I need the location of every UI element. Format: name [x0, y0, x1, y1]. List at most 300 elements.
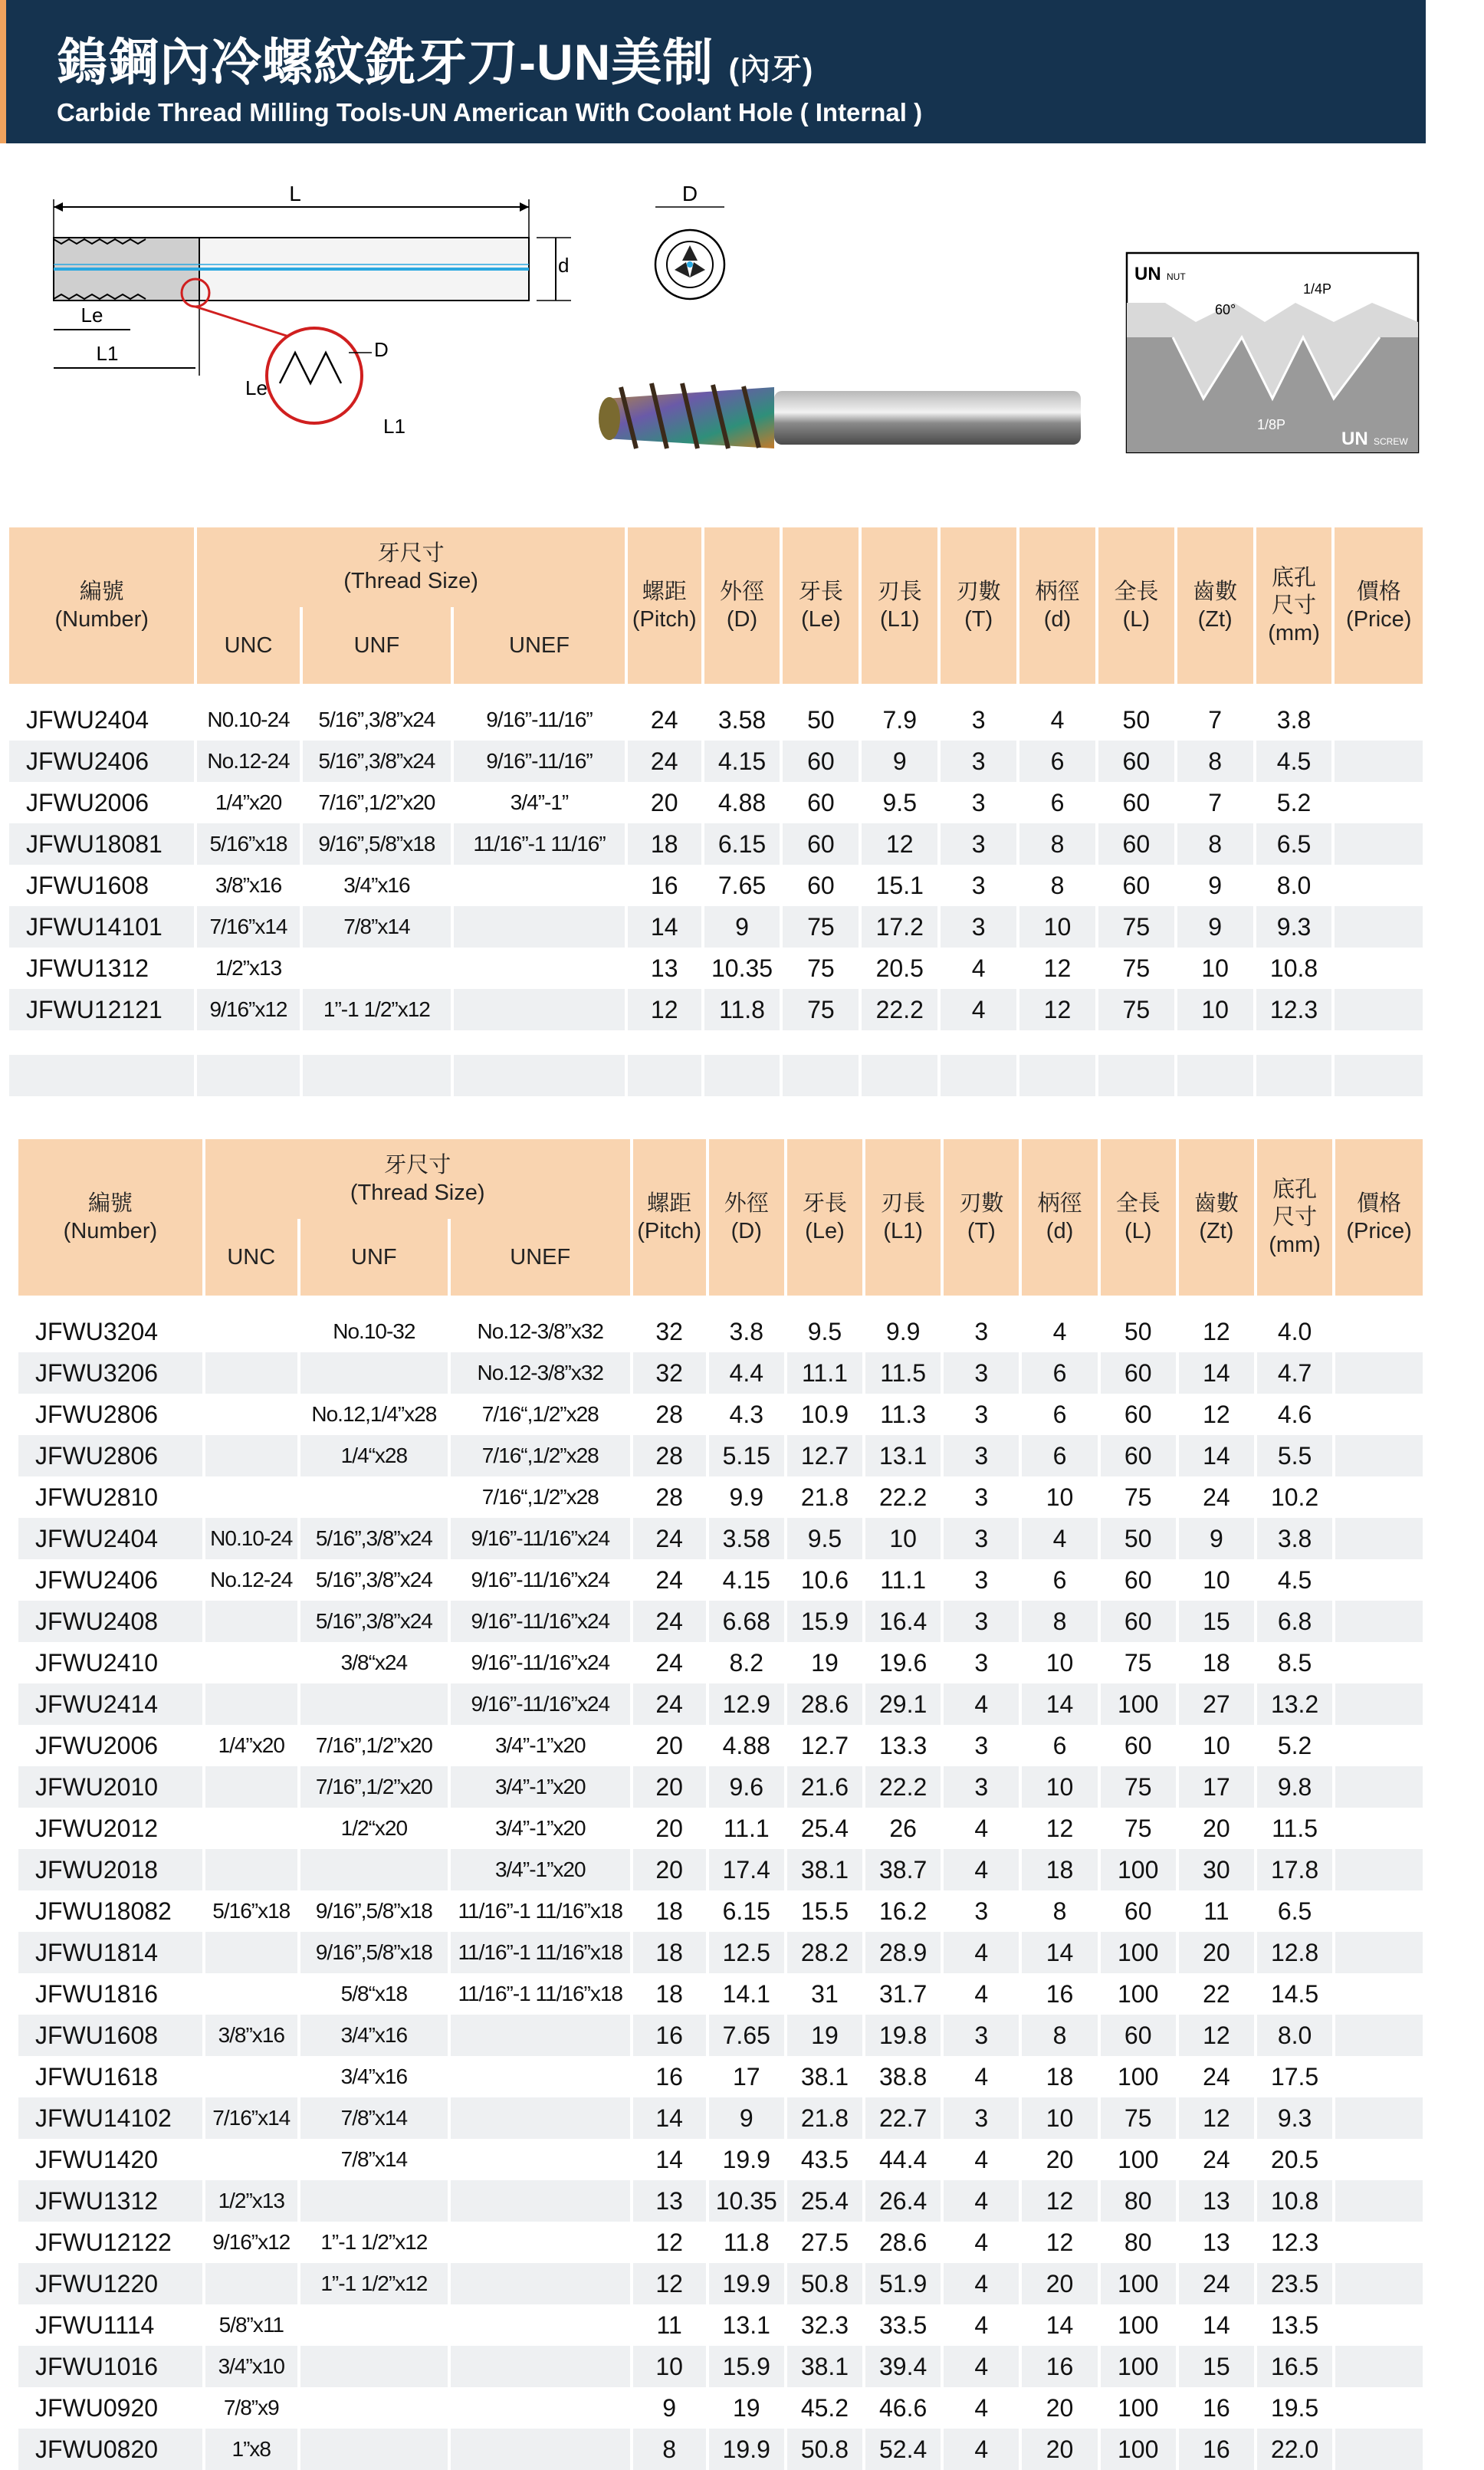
label-L1: L1 [96, 342, 119, 365]
table-cell: 9.5 [807, 1317, 842, 1345]
table-cell: 6 [1022, 1352, 1097, 1394]
table-cell: 13 [633, 2180, 706, 2222]
table-cell: 16.2 [879, 1897, 927, 1925]
table-cell: 19 [732, 2393, 760, 2422]
table-cell: 1”-1 1/2”x12 [300, 2263, 448, 2304]
table-cell: 3/4”x16 [340, 2064, 408, 2088]
table-cell [1335, 948, 1423, 989]
table-cell [300, 2387, 448, 2429]
table-cell: 5/16”,3/8”x24 [315, 1568, 432, 1591]
table-cell: 4.3 [729, 1400, 763, 1428]
table-cell: 30 [1179, 1849, 1254, 1890]
table-cell: 3 [974, 1731, 989, 1759]
table-row [18, 2056, 1423, 2097]
table-cell: 11.5 [865, 1352, 941, 1394]
col-zt: 齒數 (Zt) [1177, 527, 1253, 684]
table-cell: 75 [1124, 1483, 1152, 1511]
table-cell: 6 [1022, 1435, 1097, 1476]
table-cell [1335, 2139, 1423, 2180]
table-row [18, 2222, 1423, 2263]
table-cell: 20 [1022, 2429, 1097, 2470]
table-cell: 16 [1179, 2429, 1254, 2470]
table-cell: 9.6 [709, 1766, 784, 1808]
table-cell: 18 [633, 1932, 706, 1973]
table-cell: 11.1 [880, 1565, 927, 1594]
cell-part-number: JFWU2010 [18, 1766, 202, 1808]
cell-part-number: JFWU2410 [35, 1648, 159, 1677]
eighth-pitch-label: 1/8P [1257, 417, 1286, 432]
table-cell: 3 [941, 906, 1016, 948]
table-cell: 50 [1124, 1317, 1152, 1345]
title-zh-main: 鎢鋼內冷螺紋銑牙刀-UN美制 [57, 34, 714, 90]
table-cell: 4 [974, 2062, 989, 2091]
table-row [18, 2346, 1423, 2387]
page-header [0, 0, 1426, 143]
table-cell [205, 1683, 297, 1725]
table-cell [1335, 865, 1423, 906]
table-cell: 60 [807, 788, 835, 816]
table-cell: 6.5 [1277, 1897, 1312, 1925]
table-cell: 7.9 [882, 705, 917, 734]
table-cell: 3.58 [709, 1518, 784, 1559]
table-cell [205, 1932, 297, 1973]
table-cell: 14 [1022, 1932, 1097, 1973]
cell-part-number: JFWU1312 [26, 954, 149, 982]
table-cell: 24 [633, 1601, 706, 1642]
col-le: 牙長 (Le) [787, 1139, 862, 1296]
table-cell: 3 [974, 1400, 989, 1428]
table-cell: 60 [1101, 2015, 1176, 2056]
table-cell: 100 [1101, 1932, 1176, 1973]
table-cell: 4 [974, 2145, 989, 2173]
table-cell: 50 [807, 705, 835, 734]
table-cell: 8 [1177, 823, 1253, 865]
table-cell [205, 1352, 297, 1394]
table-cell: 9/16”-11/16” [486, 708, 593, 731]
table-cell: 80 [1124, 2228, 1152, 2256]
table-cell: 9/16”-11/16”x24 [471, 1568, 610, 1591]
table-cell [1335, 1849, 1423, 1890]
table-cell: 13.5 [1270, 2311, 1319, 2339]
table-cell [451, 2180, 630, 2222]
table-cell: 80 [1101, 2180, 1176, 2222]
table-cell: 9/16”,5/8”x18 [303, 823, 451, 865]
cell-part-number: JFWU1814 [18, 1932, 202, 1973]
table-cell [451, 2263, 630, 2304]
table-row [18, 1311, 1423, 1352]
table-cell: 16 [633, 2015, 706, 2056]
table-cell: 12 [1179, 2097, 1254, 2139]
cell-part-number: JFWU2810 [35, 1483, 159, 1511]
table-cell [1335, 1808, 1423, 1849]
table-cell: No.12,1/4”x28 [311, 1402, 437, 1426]
table-cell: 20 [1046, 2145, 1074, 2173]
table-cell [1335, 2180, 1423, 2222]
table-cell: 20 [1203, 1814, 1230, 1842]
table-cell: N0.10-24 [207, 708, 290, 731]
table-cell [205, 1808, 297, 1849]
cell-part-number: JFWU2006 [26, 788, 149, 816]
table-cell: 16 [655, 2062, 683, 2091]
table-cell [1335, 1435, 1423, 1476]
cell-part-number: JFWU2006 [35, 1731, 159, 1759]
table-cell: 16.5 [1257, 2346, 1332, 2387]
label-d: d [558, 254, 570, 277]
table-cell: 8.5 [1277, 1648, 1312, 1677]
col-thread-size: 牙尺寸 (Thread Size) [205, 1139, 630, 1219]
table-cell: 8 [1022, 2015, 1097, 2056]
table-cell: 5/16”,3/8”x24 [303, 741, 451, 782]
table-cell: 5/16”,3/8”x24 [300, 1518, 448, 1559]
table-cell: 50.8 [787, 2263, 862, 2304]
table-cell: 60 [1124, 1731, 1152, 1759]
table-cell: 5.5 [1257, 1435, 1332, 1476]
cell-part-number: JFWU2806 [18, 1435, 202, 1476]
table-cell: 31 [811, 1979, 839, 2008]
col-number: 編號 (Number) [18, 1139, 202, 1296]
col-unf: UNF [300, 1219, 448, 1296]
table-cell: 14.1 [722, 1979, 770, 2008]
table-cell: 24 [655, 1565, 683, 1594]
table-cell [205, 2056, 297, 2097]
table-cell: 3/4”-1” [510, 790, 569, 814]
table-cell: 4.4 [709, 1352, 784, 1394]
table-cell: 32 [655, 1317, 683, 1345]
table-row [18, 2097, 1423, 2139]
table-cell: 100 [1118, 2311, 1159, 2339]
table-cell: 28.6 [879, 2228, 927, 2256]
table-cell: 4 [974, 1979, 989, 2008]
table-cell [205, 1849, 297, 1890]
table-cell: 38.8 [879, 2062, 927, 2091]
table-cell: 12.3 [1256, 989, 1332, 1030]
table-cell: 20 [1179, 1932, 1254, 1973]
table-cell: 14 [633, 2097, 706, 2139]
table-cell: 11.1 [723, 1814, 770, 1842]
table-cell [205, 1601, 297, 1642]
table-cell: 18 [1046, 2062, 1074, 2091]
table-cell: 22.0 [1257, 2429, 1332, 2470]
table-cell [451, 2222, 630, 2263]
cell-part-number: JFWU12121 [9, 989, 194, 1030]
cell-part-number: JFWU12122 [35, 2228, 172, 2256]
table-cell: 13.1 [865, 1435, 941, 1476]
table-cell: 11.3 [880, 1400, 927, 1428]
table-cell [454, 948, 625, 989]
cell-part-number: JFWU14102 [18, 2097, 202, 2139]
table-cell: 21.6 [787, 1766, 862, 1808]
table-cell: 19.9 [709, 2263, 784, 2304]
table-cell: 10 [1203, 1731, 1230, 1759]
table-cell: 3 [971, 871, 986, 899]
table-cell [1335, 1311, 1423, 1352]
table-cell: 17 [732, 2062, 760, 2091]
col-t: 刃數 (T) [941, 527, 1016, 684]
table-cell: 28 [655, 1400, 683, 1428]
table-row [9, 699, 1423, 741]
cell-part-number: JFWU2012 [35, 1814, 159, 1842]
table-row [18, 1476, 1423, 1518]
table-cell: 1/4”x20 [218, 1733, 284, 1757]
table-cell: 9/16”-11/16” [454, 741, 625, 782]
table-cell: 9/16”x12 [212, 2230, 291, 2254]
table-cell [1335, 2304, 1423, 2346]
table-row [18, 1683, 1423, 1725]
table-cell: 9.5 [787, 1518, 862, 1559]
table-row [18, 1352, 1423, 1394]
table-cell: 9/16”-11/16”x24 [471, 1650, 610, 1674]
table-cell: 3 [944, 1435, 1019, 1476]
col-pitch: 螺距 (Pitch) [628, 527, 701, 684]
table-cell: 1/4“x28 [300, 1435, 448, 1476]
table-cell: 3 [941, 741, 1016, 782]
table-cell: 8.2 [729, 1648, 763, 1677]
table-cell: 9.3 [1256, 906, 1332, 948]
table-cell: 10 [1201, 954, 1229, 982]
table-cell: 7/8”x14 [303, 906, 451, 948]
table-cell: 3 [974, 1483, 989, 1511]
table-cell: 3/4”-1”x20 [451, 1766, 630, 1808]
table-cell: 16.4 [865, 1601, 941, 1642]
table-cell: 24 [1203, 1483, 1230, 1511]
table-cell: 7/16”x14 [205, 2097, 297, 2139]
table-cell: 15 [1179, 2346, 1254, 2387]
cell-part-number: JFWU1816 [35, 1979, 159, 2008]
table-cell: 9.5 [882, 788, 917, 816]
table-cell: 39.4 [865, 2346, 941, 2387]
table-cell: 20 [633, 1766, 706, 1808]
table-cell: 5.2 [1277, 1731, 1312, 1759]
table-cell: 10 [1203, 1565, 1230, 1594]
table-cell: 32 [633, 1352, 706, 1394]
table-cell: 8.0 [1257, 2015, 1332, 2056]
table-cell: 7/16”,1/2”x20 [318, 790, 435, 814]
table-cell: 75 [1098, 989, 1174, 1030]
table-row [18, 1642, 1423, 1683]
table-cell: 6.8 [1257, 1601, 1332, 1642]
table-cell: 9/16”,5/8”x18 [315, 1899, 432, 1923]
table-cell: 24 [1203, 2062, 1230, 2091]
table-cell: 3/8”x16 [215, 873, 282, 897]
table-cell: 60 [1101, 1352, 1176, 1394]
table-cell [1335, 1932, 1423, 1973]
table-cell: 6 [1019, 741, 1095, 782]
table-cell: 60 [1098, 823, 1174, 865]
label-L: L [289, 182, 301, 205]
table-row [18, 1890, 1423, 1932]
table-cell: 60 [1124, 1400, 1152, 1428]
table-cell [1335, 699, 1423, 741]
table-cell: 3 [944, 1352, 1019, 1394]
table-cell: 4 [944, 2263, 1019, 2304]
table-cell: 7 [1208, 705, 1223, 734]
table-cell: 14 [1179, 1435, 1254, 1476]
table-cell [205, 2139, 297, 2180]
table-cell: 1”x8 [205, 2429, 297, 2470]
table-cell: 4 [974, 2393, 989, 2422]
col-hole: 底孔 尺寸 (mm) [1256, 527, 1332, 684]
spacer-band [6, 1055, 1426, 1096]
table-row [18, 2387, 1423, 2429]
table-cell: 11 [1203, 1897, 1230, 1925]
table-cell: 4.6 [1277, 1400, 1312, 1428]
table-cell: 18 [1022, 1849, 1097, 1890]
cell-part-number: JFWU1618 [35, 2062, 159, 2091]
table-cell: 32.3 [800, 2311, 849, 2339]
table-cell [1335, 2346, 1423, 2387]
table-row [18, 1435, 1423, 1476]
table-cell [205, 2263, 297, 2304]
table-row [18, 2429, 1423, 2470]
table-cell: 5/16”,3/8”x24 [300, 1601, 448, 1642]
table-cell: 3.8 [1276, 705, 1312, 734]
table-cell: 15.1 [875, 871, 924, 899]
table-cell: 3/4”-1”x20 [451, 1849, 630, 1890]
table-cell: 5/8”x11 [218, 2313, 284, 2337]
col-le: 牙長 (Le) [783, 527, 859, 684]
table-cell: 11/16”-1 11/16”x18 [451, 1932, 630, 1973]
table-cell [300, 1352, 448, 1394]
angle-label: 60° [1215, 302, 1236, 317]
table-cell: 3/4”x16 [343, 873, 410, 897]
table-cell: 75 [1101, 2097, 1176, 2139]
table-cell [1335, 823, 1423, 865]
table-cell [1335, 2387, 1423, 2429]
table-cell: 17.4 [709, 1849, 784, 1890]
table-row [18, 1601, 1423, 1642]
table-cell: 24 [655, 1648, 683, 1677]
cell-part-number: JFWU2406 [35, 1565, 159, 1594]
table-cell: 6.5 [1256, 823, 1332, 865]
table-cell: 20 [1022, 2263, 1097, 2304]
table-cell: 3 [971, 705, 986, 734]
table-cell: 60 [1101, 1435, 1176, 1476]
title-en: Carbide Thread Milling Tools-UN American With Coolant Hole ( Internal ) [57, 98, 923, 126]
table-cell: 10 [865, 1518, 941, 1559]
table-cell: 13.1 [722, 2311, 770, 2339]
table-row [18, 2263, 1423, 2304]
table-cell: 10 [1046, 1483, 1074, 1511]
table-cell: 13 [1179, 2180, 1254, 2222]
table-cell: 4 [944, 2180, 1019, 2222]
table-cell: 24 [650, 705, 678, 734]
table-cell: 60 [1124, 1565, 1152, 1594]
cell-part-number: JFWU1016 [18, 2346, 202, 2387]
table-cell: 15.9 [787, 1601, 862, 1642]
table-row [18, 1849, 1423, 1890]
table-cell: 24 [633, 1683, 706, 1725]
table-cell: 14 [1203, 2311, 1230, 2339]
col-shank: 柄徑 (d) [1022, 1139, 1097, 1296]
table-cell: 8 [1019, 823, 1095, 865]
table-row [18, 1725, 1423, 1766]
table-cell: 22.2 [865, 1766, 941, 1808]
table-cell: 10 [1177, 989, 1253, 1030]
table-cell: 4 [971, 954, 986, 982]
table-cell: 5/16”x18 [197, 823, 299, 865]
table-cell: 3 [944, 1518, 1019, 1559]
table-cell: 28.9 [865, 1932, 941, 1973]
table-cell [1335, 906, 1423, 948]
table-cell: 9 [704, 906, 780, 948]
table-cell: 16 [1203, 2393, 1230, 2422]
col-zt: 齒數 (Zt) [1179, 1139, 1254, 1296]
table-cell [205, 1311, 297, 1352]
table-cell: 38.1 [800, 2062, 849, 2091]
col-unc: UNC [205, 1219, 297, 1296]
table-cell: 100 [1101, 1849, 1176, 1890]
table-cell: 44.4 [879, 2145, 927, 2173]
table-1-body [9, 699, 1423, 1030]
table-cell [451, 2056, 630, 2097]
table-cell: 12 [1019, 989, 1095, 1030]
table-cell: 4 [941, 989, 1016, 1030]
table-cell: 22 [1203, 1979, 1230, 2008]
table-cell: 12.7 [800, 1731, 849, 1759]
table-cell: 8 [1177, 741, 1253, 782]
col-l1: 刃長 (L1) [862, 527, 937, 684]
table-cell: 11/16”-1 11/16” [454, 823, 625, 865]
table-cell: 4 [1052, 1317, 1067, 1345]
label-D-detail: D [374, 338, 389, 361]
table-cell: 3 [974, 1317, 989, 1345]
table-cell: 4 [974, 2311, 989, 2339]
table-cell: 14 [628, 906, 701, 948]
table-cell: 14 [1022, 1683, 1097, 1725]
table-cell: 12 [1046, 2228, 1074, 2256]
table-row [18, 2180, 1423, 2222]
table-cell: 43.5 [800, 2145, 849, 2173]
table-row [9, 823, 1423, 865]
table-cell: 19.8 [865, 2015, 941, 2056]
table-cell: 75 [1101, 1766, 1176, 1808]
table-row [18, 1394, 1423, 1435]
table-cell: 3 [944, 1766, 1019, 1808]
table-cell: 12 [1022, 2180, 1097, 2222]
table-cell: 9 [862, 741, 937, 782]
table-cell: 10.35 [709, 2180, 784, 2222]
table-cell: 14.5 [1270, 1979, 1319, 2008]
table-cell: 19 [787, 2015, 862, 2056]
table-cell: 12 [1179, 2015, 1254, 2056]
table-cell: 9/16”x12 [197, 989, 299, 1030]
table-cell: 10.35 [711, 954, 773, 982]
table-row [18, 1559, 1423, 1601]
table-cell: 20 [650, 788, 678, 816]
table-cell: 50.8 [787, 2429, 862, 2470]
table-row [9, 989, 1423, 1030]
table-cell [300, 2304, 448, 2346]
table-cell: 38.1 [787, 1849, 862, 1890]
table-cell: 33.5 [879, 2311, 927, 2339]
table-cell [454, 989, 625, 1030]
table-cell [1335, 1766, 1423, 1808]
table-cell: 18 [1203, 1648, 1230, 1677]
table-cell: 38.1 [787, 2346, 862, 2387]
table-cell: 4.15 [722, 1565, 770, 1594]
table-cell: 11.5 [1272, 1814, 1318, 1842]
table-cell: 7/16“,1/2”x28 [481, 1402, 599, 1426]
cell-part-number: JFWU2408 [18, 1601, 202, 1642]
table-cell: 9 [662, 2393, 677, 2422]
table-row [18, 1932, 1423, 1973]
table-row [9, 782, 1423, 823]
cell-part-number: JFWU2806 [35, 1400, 159, 1428]
table-cell [1335, 741, 1423, 782]
table-cell [451, 2304, 630, 2346]
table-cell: 100 [1118, 2062, 1159, 2091]
table-row [18, 1808, 1423, 1849]
